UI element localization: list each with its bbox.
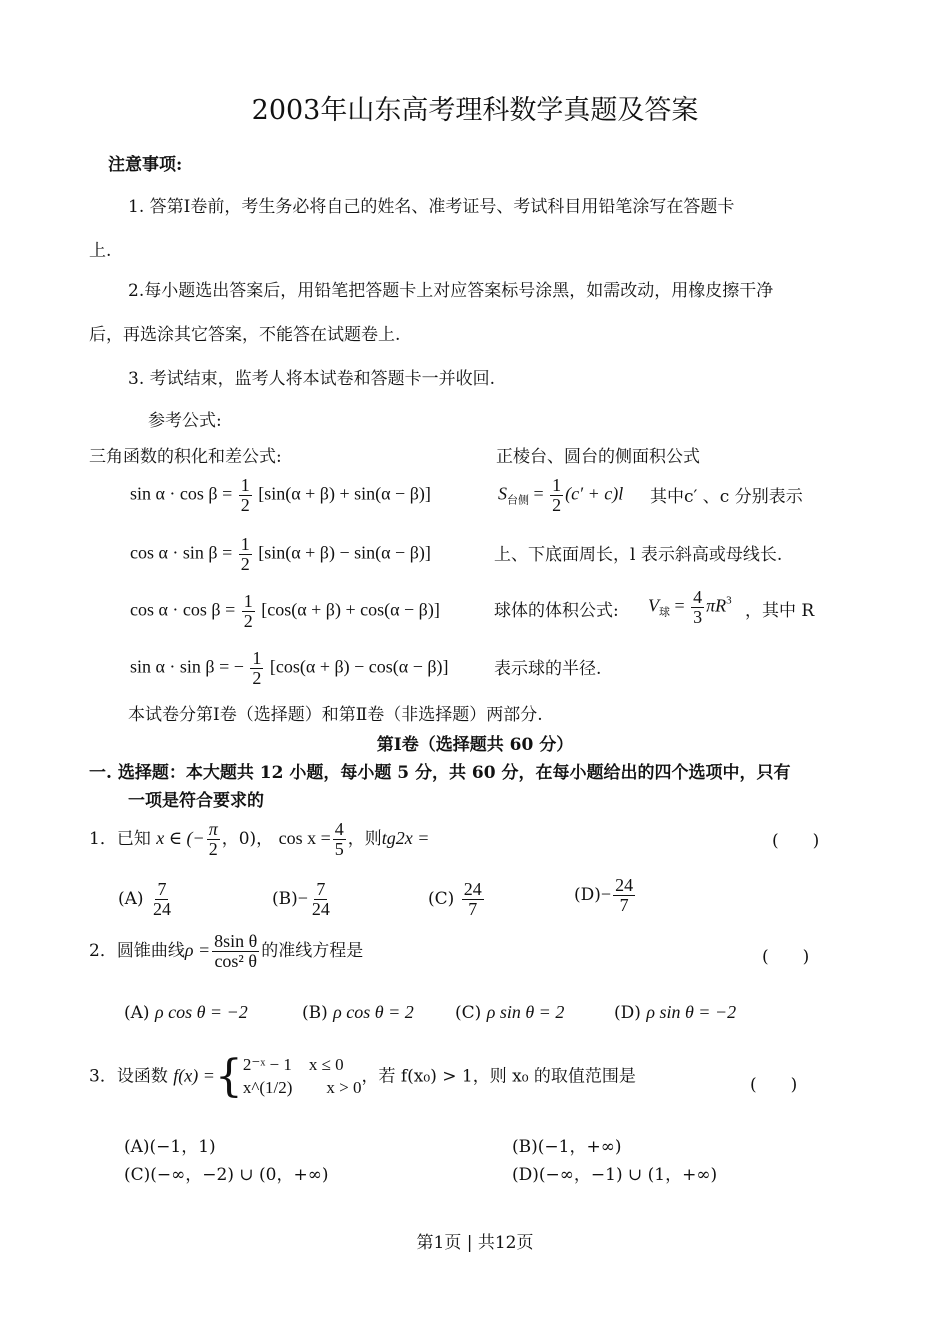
question-3: 3．设函数 f(x) ={ 2⁻ˣ − 1 x ≤ 0 x^(1/2) x > 0 ，若 f(x₀) > 1，则 x₀ 的取值范围是 [89, 1050, 636, 1102]
q1-option-c[interactable]: (C) $\frac{24}{7}$ [428, 879, 482, 919]
frustum-note-1: 其中c′ 、c 分别表示 [650, 487, 803, 507]
q1-option-d[interactable]: (D)− $\frac{24}{7}$ [574, 875, 634, 915]
trig-formula-2-rhs: [sin(α + β) − sin(α − β)] [258, 542, 431, 563]
q2-option-c[interactable]: (C) ρ sin θ = 2 [455, 1002, 565, 1023]
trig-formula-3 [130, 592, 440, 631]
q3-option-b[interactable]: (B)(−1，+∞) [512, 1137, 622, 1157]
trig-formula-4 [130, 649, 449, 688]
trig-formulas-heading: 三角函数的积化和差公式: [89, 447, 282, 467]
question-1-prefix: 1．已知 [89, 828, 151, 849]
answer-bracket-1[interactable]: ( ) [772, 831, 820, 851]
conic-fraction: $\frac{\text{8sin θ}}{\text{cos² θ}}$ [214, 931, 258, 971]
q3-option-c[interactable]: (C)(−∞，−2) ∪ (0，+∞) [124, 1165, 329, 1185]
trig-formula-2 [130, 535, 431, 574]
sphere-note-1: ，其中 R [745, 601, 815, 621]
four-fifths: $\frac{4}{5}$ [334, 819, 344, 859]
question-2: 2．圆锥曲线ρ = $\frac{\text{8sin θ}}{\text{cos² θ}}$ 的准线方程是 [89, 931, 364, 971]
notice-item-2-line-1: 2.每小题选出答案后，用铅笔把答题卡上对应答案标号涂黑，如需改动，用橡皮擦干净 [128, 281, 774, 301]
notice-item-2-line-2: 后，再选涂其它答案，不能答在试题卷上. [89, 325, 401, 345]
trig-formula-4-rhs: [cos(α + β) − cos(α − β)] [269, 656, 449, 677]
sphere-volume-label: 球体的体积公式: [494, 601, 619, 621]
piecewise-cases: 2⁻ˣ − 1 x ≤ 0 x^(1/2) x > 0 [242, 1055, 362, 1097]
notice-item-3: 3. 考试结束，监考人将本试卷和答题卡一并收回. [128, 369, 496, 389]
trig-formula-2-lhs: cos α · sin β = [130, 542, 233, 563]
formulas-heading: 参考公式: [148, 411, 222, 431]
notice-heading: 注意事项: [108, 155, 183, 175]
section-heading-line-2: 一项是符合要求的 [128, 791, 264, 811]
section-heading-line-1: 一. 选择题：本大题共 12 小题，每小题 5 分，共 60 分，在每小题给出的四个选项中，只有 [89, 763, 791, 783]
trig-formula-1-lhs: sin α · cos β = [130, 483, 233, 504]
q1-option-a[interactable]: (A) $\frac{7}{24}$ [118, 879, 171, 919]
piecewise-brace: { [214, 1050, 243, 1102]
q3-option-a[interactable]: (A)(−1，1) [124, 1137, 216, 1157]
exam-intro: 本试卷分第Ⅰ卷（选择题）和第Ⅱ卷（非选择题）两部分. [128, 705, 543, 725]
page-title: 2003年山东高考理科数学真题及答案 [251, 95, 699, 126]
half-fraction: $\frac{1}{2}$ [240, 475, 250, 515]
trig-formula-4-lhs: sin α · sin β = − [130, 656, 244, 677]
sphere-volume-formula: $V_球$ = $\frac{4}{3}$ $\pi R^3$ [648, 587, 732, 627]
notice-item-1-line-1: 1. 答第Ⅰ卷前，考生务必将自己的姓名、准考证号、考试科目用铅笔涂写在答题卡 [128, 197, 735, 217]
trig-formula-1-rhs: [sin(α + β) + sin(α − β)] [258, 483, 431, 504]
part-one-heading: 第Ⅰ卷（选择题共 60 分） [376, 735, 574, 755]
half-fraction: $\frac{1}{2}$ [252, 648, 262, 688]
q2-option-b[interactable]: (B) ρ cos θ = 2 [302, 1002, 414, 1023]
frustum-formula: $S_{台侧}$ = $\frac{1}{2}$ (c′ + c)l [498, 475, 624, 515]
page-footer: 第1页 | 共12页 [416, 1233, 534, 1253]
trig-formula-1 [130, 476, 431, 515]
notice-item-1-line-2: 上. [89, 241, 112, 261]
answer-bracket-2[interactable]: ( ) [762, 947, 810, 967]
trig-formula-3-lhs: cos α · cos β = [130, 599, 236, 620]
q3-option-d[interactable]: (D)(−∞，−1) ∪ (1，+∞) [512, 1165, 718, 1185]
q2-option-a[interactable]: (A) ρ cos θ = −2 [124, 1002, 248, 1023]
four-thirds-fraction: $\frac{4}{3}$ [693, 587, 703, 627]
half-fraction: $\frac{1}{2}$ [243, 591, 253, 631]
answer-bracket-3[interactable]: ( ) [750, 1075, 798, 1095]
q2-option-d[interactable]: (D) ρ sin θ = −2 [614, 1002, 737, 1023]
sphere-note-2: 表示球的半径. [494, 659, 602, 679]
frustum-note-2: 上、下底面周长，l 表示斜高或母线长. [494, 545, 783, 565]
pi-over-2: $\frac{\pi}{2}$ [208, 819, 218, 859]
q1-option-b[interactable]: (B)− $\frac{7}{24}$ [272, 879, 330, 919]
trig-formula-3-rhs: [cos(α + β) + cos(α − β)] [261, 599, 440, 620]
half-fraction: $\frac{1}{2}$ [552, 475, 562, 515]
frustum-formula-heading: 正棱台、圆台的侧面积公式 [496, 447, 700, 467]
half-fraction: $\frac{1}{2}$ [240, 534, 250, 574]
question-1: 1．已知 x ∈ (− $\frac{\pi}{2}$ ，0)， cos x = $\frac{4}{5}$ ，则tg2x = [89, 819, 430, 859]
